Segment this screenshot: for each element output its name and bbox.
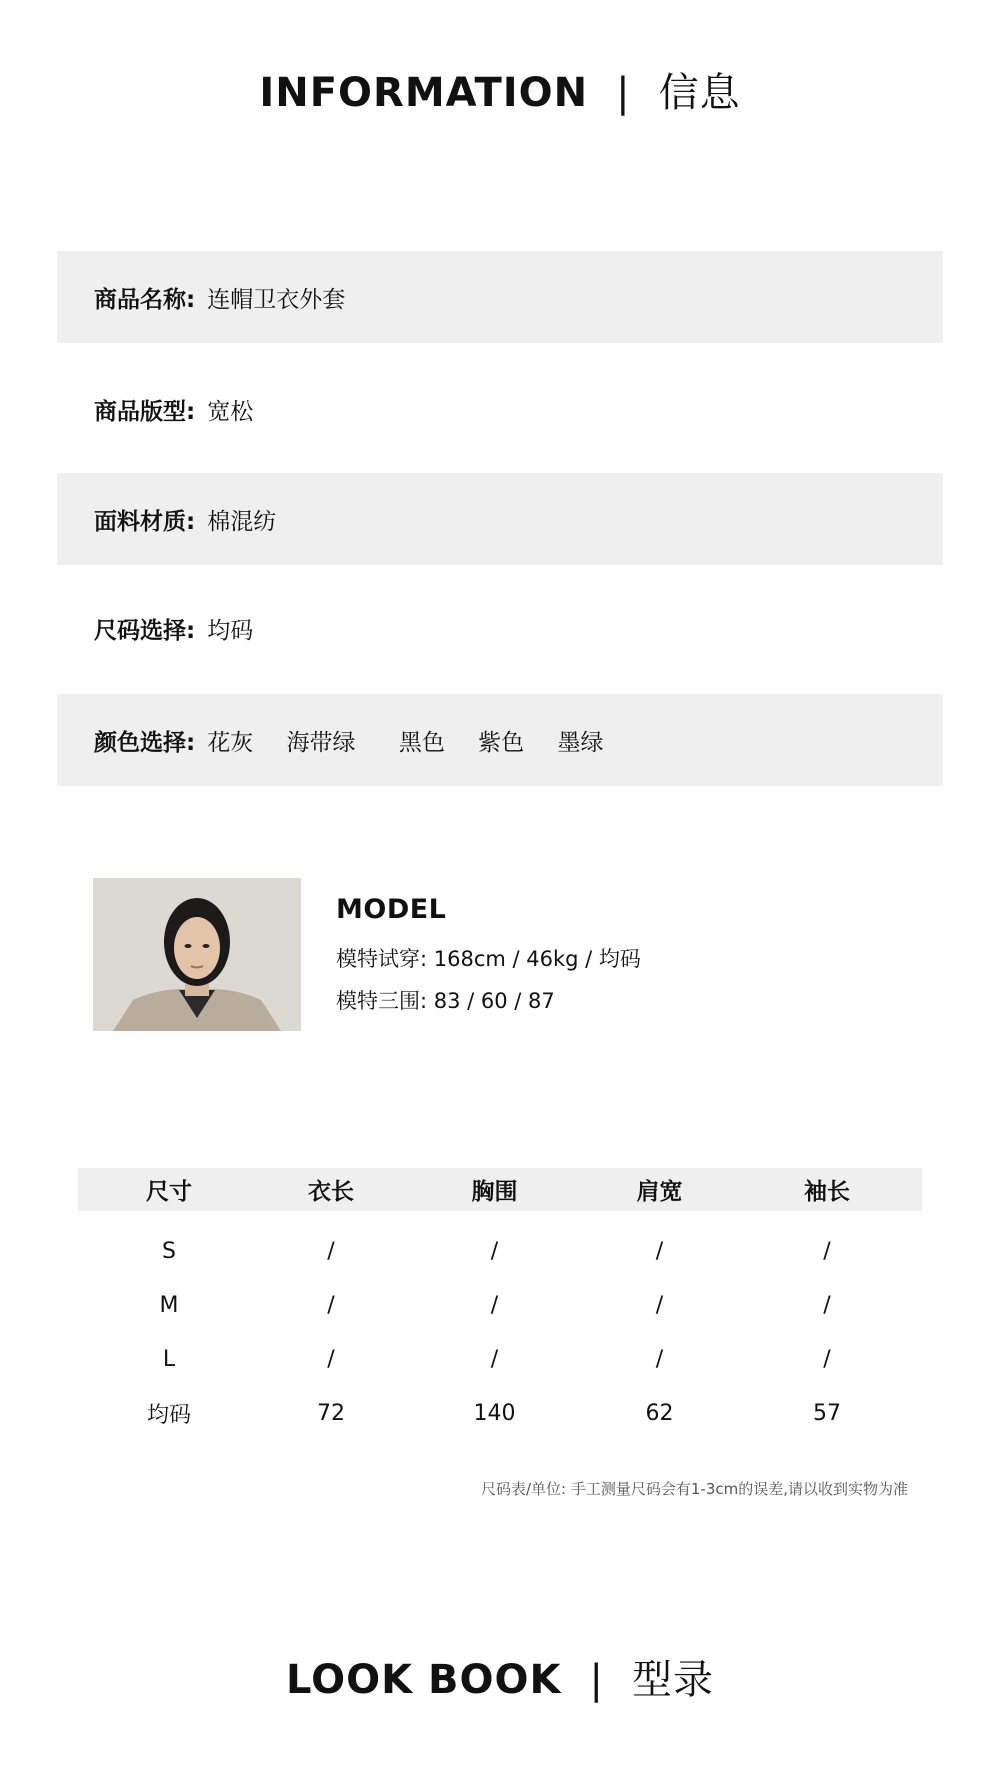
- table-row: [78, 1278, 922, 1332]
- info-label-name: 商品名称:: [94, 286, 196, 313]
- information-title-en: INFORMATION: [259, 70, 589, 116]
- info-value-fabric: 棉混纺: [207, 508, 277, 535]
- table-cell: M: [159, 1292, 179, 1318]
- information-title-cn: 信息: [658, 70, 741, 116]
- table-cell: /: [655, 1292, 664, 1318]
- title-separator: |: [616, 70, 631, 116]
- table-cell: /: [655, 1238, 664, 1264]
- info-label-size: 尺码选择:: [94, 617, 196, 644]
- info-label-color: 颜色选择:: [94, 729, 196, 756]
- color-option[interactable]: 海带绿: [286, 729, 356, 756]
- lookbook-title: [0, 1657, 1000, 1703]
- info-row-color: [57, 694, 943, 786]
- table-cell: S: [162, 1238, 176, 1264]
- model-portrait-illustration: [93, 878, 301, 1031]
- color-option[interactable]: 花灰: [207, 729, 254, 756]
- color-option[interactable]: 墨绿: [557, 729, 604, 756]
- table-row: [78, 1332, 922, 1386]
- model-fit-line: 模特试穿: 168cm / 46kg / 均码: [336, 947, 641, 971]
- model-photo: [93, 878, 301, 1031]
- table-cell: /: [655, 1346, 664, 1372]
- table-cell: 57: [813, 1400, 841, 1426]
- table-cell: /: [327, 1292, 335, 1318]
- color-option[interactable]: 黑色: [398, 729, 445, 756]
- info-row-fabric: [57, 473, 943, 565]
- table-cell: /: [823, 1292, 831, 1318]
- info-row-size: [57, 582, 943, 674]
- header-sleeve: 袖长: [804, 1179, 850, 1205]
- info-row-fit: [57, 363, 943, 455]
- size-table: [78, 1168, 922, 1440]
- info-value-fit: 宽松: [207, 398, 254, 425]
- lookbook-title-en: LOOK BOOK: [286, 1657, 562, 1703]
- size-table-header: [78, 1168, 922, 1211]
- header-length: 衣长: [308, 1179, 354, 1205]
- model-heading: MODEL: [336, 894, 447, 925]
- table-cell: /: [823, 1346, 831, 1372]
- lookbook-title-cn: 型录: [631, 1657, 714, 1703]
- table-row: [78, 1386, 922, 1440]
- table-cell: /: [823, 1238, 831, 1264]
- table-cell: /: [490, 1346, 499, 1372]
- size-note: 尺码表/单位: 手工测量尺码会有1-3cm的误差,请以收到实物为准: [480, 1480, 908, 1498]
- table-cell: 72: [317, 1400, 345, 1426]
- table-cell: 62: [645, 1400, 674, 1426]
- table-cell: L: [162, 1346, 176, 1372]
- info-label-fit: 商品版型:: [94, 398, 196, 425]
- info-row-name: [57, 251, 943, 343]
- table-cell: /: [327, 1238, 335, 1264]
- table-cell: 140: [473, 1400, 516, 1426]
- table-cell: /: [490, 1292, 499, 1318]
- header-shoulder: 肩宽: [636, 1179, 683, 1205]
- model-measure-line: 模特三围: 83 / 60 / 87: [336, 989, 555, 1013]
- information-title: [0, 70, 1000, 116]
- table-cell: 均码: [146, 1402, 191, 1428]
- color-options: [207, 724, 629, 757]
- table-cell: /: [327, 1346, 335, 1372]
- info-value-name: 连帽卫衣外套: [207, 286, 346, 313]
- title-separator: |: [589, 1657, 604, 1703]
- info-label-fabric: 面料材质:: [94, 508, 196, 535]
- color-option[interactable]: 紫色: [478, 729, 525, 756]
- header-chest: 胸围: [471, 1179, 518, 1205]
- info-value-size: 均码: [207, 617, 254, 644]
- header-size: 尺寸: [146, 1179, 192, 1205]
- table-row: [78, 1224, 922, 1278]
- table-cell: /: [490, 1238, 499, 1264]
